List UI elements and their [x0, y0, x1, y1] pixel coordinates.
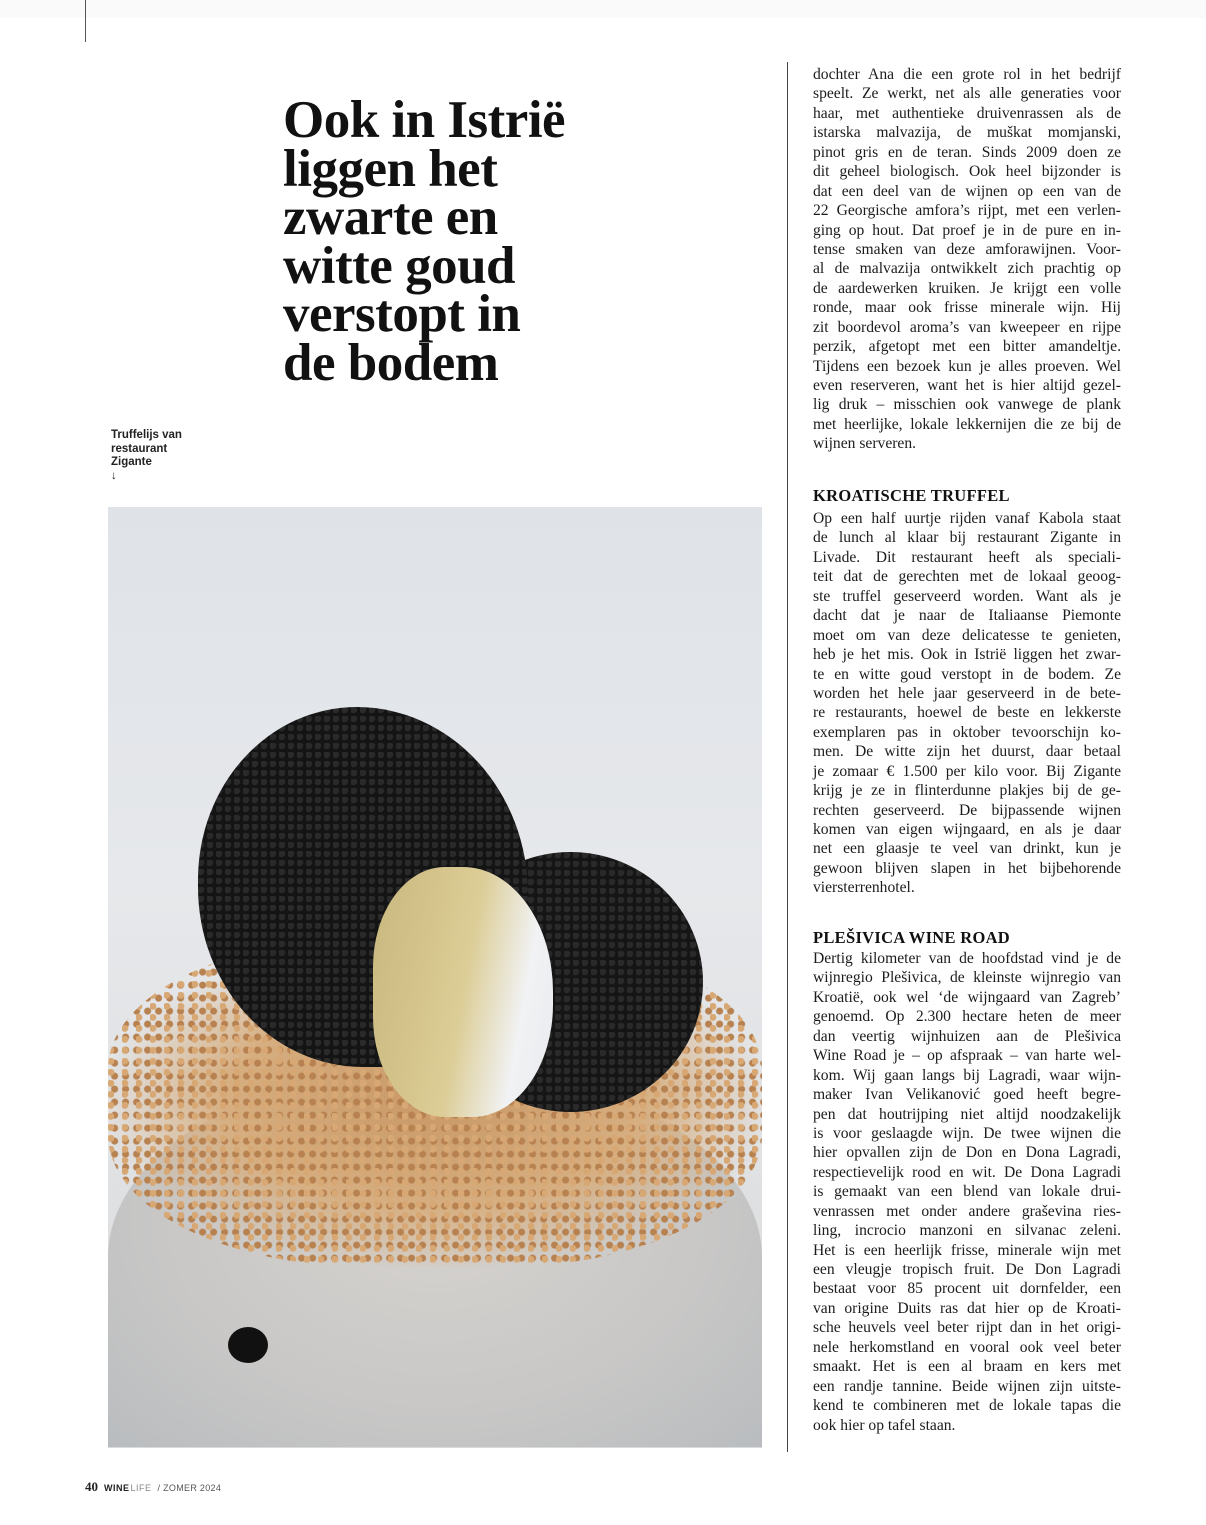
- text-line: wijnregio Plešivica, de kleinste wijnregio van: [813, 969, 1121, 987]
- margin-mark: [85, 0, 86, 42]
- text-line: heb je het mis. Ook in Istrië liggen het zwar-: [813, 646, 1121, 664]
- text-line: respectievelijk rood en wit. De Dona Lagradi: [813, 1163, 1121, 1181]
- text-line: kom. Wij gaan langs bij Lagradi, waar wijn-: [813, 1066, 1121, 1084]
- text-line: te en witte goud verstopt in de bodem. Ze: [813, 665, 1121, 683]
- text-line: een randje tannine. Beide wijnen zijn uitste-: [813, 1377, 1121, 1395]
- text-line: teit dat de gerechten met de lokaal geoog-: [813, 568, 1121, 586]
- truffle-ice-cream-photo: [108, 507, 762, 1448]
- text-line: smaakt. Het is een al braam en kers met: [813, 1358, 1121, 1376]
- headline-line: de bodem: [283, 333, 499, 392]
- text-line: lig druk – misschien ook vanwege de plank: [813, 396, 1121, 414]
- text-line: nele herkomstland en vooral ook veel beter: [813, 1338, 1121, 1356]
- text-line: Kroatië, ook wel ‘de wijngaard van Zagreb’: [813, 988, 1121, 1006]
- text-line: van origine Duits ras dat hier op de Kroati-: [813, 1299, 1121, 1317]
- headline-line: zwarte en: [283, 188, 498, 246]
- text-line: men. De witte zijn het duurst, daar betaal: [813, 743, 1121, 761]
- text-line: Het is een heerlijk frisse, minerale wijn met: [813, 1241, 1121, 1259]
- text-line: Dertig kilometer van de hoofdstad vind je de: [813, 950, 1121, 967]
- text-line: de aardewerken kruiken. Je krijgt een volle: [813, 279, 1121, 297]
- text-line: Tijdens een bezoek kun je alles proeven. Wel: [813, 357, 1121, 375]
- section-heading: PLEŠIVICA WINE ROAD: [813, 928, 1011, 947]
- text-line: venrassen met onder andere graševina ries-: [813, 1202, 1121, 1220]
- text-line: is gemaakt van een blend van lokale drui-: [813, 1183, 1121, 1201]
- headline: [283, 91, 683, 392]
- arrow-down-icon: ↓: [111, 469, 117, 482]
- body-paragraph: [813, 949, 1121, 1435]
- text-line: dochter Ana die een grote rol in het bedrijf: [813, 66, 1121, 83]
- text-line: zit boordevol aroma’s van kweepeer en rijpe: [813, 318, 1121, 336]
- caption-line: Truffelijs van: [111, 429, 182, 441]
- text-line: Op een half uurtje rijden vanaf Kabola staat: [813, 510, 1121, 527]
- body-paragraph: [813, 509, 1121, 898]
- text-line: hier opvallen zijn de Don en Dona Lagradi,: [813, 1144, 1121, 1162]
- ice-cream-interior: [373, 867, 553, 1117]
- text-line: pen dat houtrijping niet altijd noodzakelijk: [813, 1105, 1121, 1123]
- text-line: maker Ivan Velikanović goed heeft begre-: [813, 1086, 1121, 1104]
- text-line: is voor geslaagde wijn. De twee wijnen die: [813, 1124, 1121, 1142]
- text-line: de lunch al klaar bij restaurant Zigante in: [813, 529, 1121, 547]
- text-line: speelt. Ze werkt, net als alle generaties voor: [813, 85, 1121, 103]
- text-line: sche heuvels veel beter rijpt dan in het origi-: [813, 1319, 1121, 1337]
- text-line: bestaat voor 85 procent uit dornfelder, een: [813, 1280, 1121, 1298]
- text-line: gewoon blijven slapen in het bijbehorende: [813, 859, 1121, 877]
- page-footer: [85, 1479, 221, 1495]
- text-line: een vleugje tropisch fruit. De Don Lagradi: [813, 1261, 1121, 1278]
- text-line: dan veertig wijnhuizen aan de Plešivica: [813, 1027, 1121, 1045]
- page-number: 40: [85, 1479, 98, 1494]
- photo-caption: [111, 429, 182, 483]
- magazine-logo-light: LIFE: [130, 1483, 152, 1493]
- text-line: moet om van deze delicatesse te genieten,: [813, 626, 1121, 644]
- text-line: kend te combineren met de lokale tapas die: [813, 1397, 1121, 1415]
- column-divider: [787, 62, 788, 1452]
- text-line: ook hier op tafel staan.: [813, 1416, 956, 1434]
- headline-line: verstopt in: [283, 285, 521, 343]
- issue-label: / ZOMER 2024: [157, 1483, 222, 1493]
- caption-line: Zigante: [111, 456, 152, 468]
- text-line: ling, incrocio manzoni en silvanac zeleni.: [813, 1222, 1121, 1240]
- text-line: ronde, maar ook frisse minerale wijn. Hij: [813, 299, 1121, 317]
- text-line: Wine Road je – op afspraak – van harte wel-: [813, 1047, 1121, 1065]
- magazine-logo: WINE: [104, 1483, 130, 1493]
- headline-line: liggen het: [283, 139, 498, 198]
- text-line: viersterrenhotel.: [813, 879, 915, 897]
- text-line: exemplaren pas in oktober tevoorschijn ko-: [813, 723, 1121, 741]
- text-line: worden het hele jaar geserveerd in de bete-: [813, 684, 1121, 702]
- text-line: dit geheel biologisch. Ook heel bijzonder is: [813, 163, 1121, 181]
- text-line: re restaurants, hoewel de beste en lekkerste: [813, 704, 1121, 722]
- section-heading: KROATISCHE TRUFFEL: [813, 486, 1010, 505]
- page-top-band: [0, 0, 1206, 18]
- text-line: genoemd. Op 2.300 hectare heten de meer: [813, 1008, 1121, 1026]
- text-line: al de malvazija ontwikkelt zich prachtig op: [813, 260, 1121, 278]
- headline-line: Ook in Istrië: [283, 91, 566, 149]
- text-line: dat een deel van de wijnen op een van de: [813, 182, 1121, 200]
- text-line: met heerlijke, lokale lekkernijen die ze bij de: [813, 415, 1121, 433]
- text-line: haar, met authentieke druivenrassen als de: [813, 104, 1121, 122]
- caption-line: restaurant: [111, 442, 168, 455]
- text-line: je zomaar € 1.500 per kilo voor. Bij Zigante: [813, 762, 1121, 780]
- text-line: 22 Georgische amfora’s rijpt, met een verlen-: [813, 202, 1121, 220]
- text-line: perzik, afgetopt met een bitter amandeltje.: [813, 338, 1121, 356]
- headline-line: witte goud: [283, 236, 516, 295]
- text-line: dacht dat je naar de Italiaanse Piemonte: [813, 607, 1121, 625]
- truffle-piece: [228, 1327, 268, 1363]
- text-line: krijg je ze in flinterdunne plakjes bij de ge-: [813, 782, 1121, 800]
- text-line: even reserveren, want het is hier altijd gezel-: [813, 377, 1121, 394]
- text-line: tense smaken van deze amforawijnen. Voor-: [813, 240, 1121, 258]
- text-line: ging op hout. Dat proef je in de pure en in-: [813, 221, 1121, 239]
- text-line: istarska malvazija, de muškat momjanski,: [813, 124, 1121, 142]
- text-line: Livade. Dit restaurant heeft als speciali-: [813, 548, 1121, 566]
- text-line: ste truffel geserveerd worden. Want als je: [813, 587, 1121, 605]
- text-line: komen van eigen wijngaard, en als je daar: [813, 821, 1121, 838]
- text-line: rechten geserveerd. De bijpassende wijnen: [813, 801, 1121, 819]
- body-paragraph: [813, 65, 1121, 454]
- text-line: net een glaasje te veel van drinkt, kun je: [813, 840, 1121, 858]
- text-line: pinot gris en de teran. Sinds 2009 doen ze: [813, 143, 1121, 161]
- text-line: wijnen serveren.: [813, 435, 917, 453]
